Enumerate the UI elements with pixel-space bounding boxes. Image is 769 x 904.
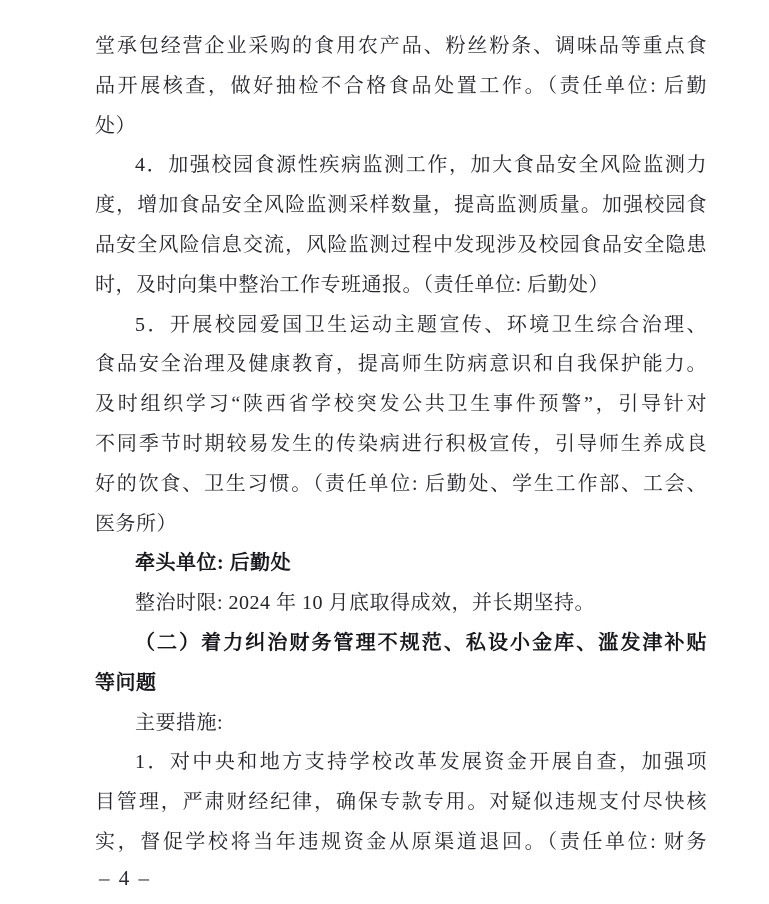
- text-line: 品开展核查，做好抽检不合格食品处置工作。（责任单位: 后勤: [95, 74, 707, 97]
- text-line: 堂承包经营企业采购的食用农产品、粉丝粉条、调味品等重点食: [95, 35, 707, 57]
- text-line: （二）着力纠治财务管理不规范、私设小金库、滥发津补贴: [135, 631, 707, 654]
- text-line: 食品安全治理及健康教育，提高师生防病意识和自我保护能力。: [95, 353, 707, 376]
- text-line: 品安全风险信息交流，风险监测过程中发现涉及校园食品安全隐患: [95, 233, 707, 256]
- text-line: 实，督促学校将当年违规资金从原渠道退回。（责任单位: 财务: [95, 830, 707, 853]
- text-line: 度，增加食品安全风险监测采样数量，提高监测质量。加强校园食: [95, 194, 707, 217]
- text-line: 4．加强校园食源性疾病监测工作，加大食品安全风险监测力: [135, 154, 707, 177]
- text-line: 牵头单位: 后勤处: [135, 552, 292, 575]
- text-line: 等问题: [95, 671, 157, 694]
- text-line: 及时组织学习“陕西省学校突发公共卫生事件预警”，引导针对: [95, 393, 707, 416]
- text-line: 时，及时向集中整治工作专班通报。（责任单位: 后勤处）: [95, 273, 610, 296]
- text-line: 好的饮食、卫生习惯。（责任单位: 后勤处、学生工作部、工会、: [95, 472, 707, 495]
- text-line: 目管理，严肃财经纪律，确保专款专用。对疑似违规支付尽快核: [95, 791, 707, 814]
- page-number: – 4 –: [99, 866, 151, 890]
- text-line: 1．对中央和地方支持学校改革发展资金开展自查，加强项: [135, 751, 707, 774]
- document-body: [95, 27, 707, 863]
- text-line: 处）: [95, 114, 136, 137]
- text-line: 主要措施:: [135, 711, 224, 734]
- text-line: 医务所）: [95, 512, 177, 535]
- text-line: 整治时限: 2024 年 10 月底取得成效，并长期坚持。: [135, 592, 596, 615]
- text-line: 5．开展校园爱国卫生运动主题宣传、环境卫生综合治理、: [135, 313, 707, 336]
- text-line: 不同季节时期较易发生的传染病进行积极宣传，引导师生养成良: [95, 432, 707, 455]
